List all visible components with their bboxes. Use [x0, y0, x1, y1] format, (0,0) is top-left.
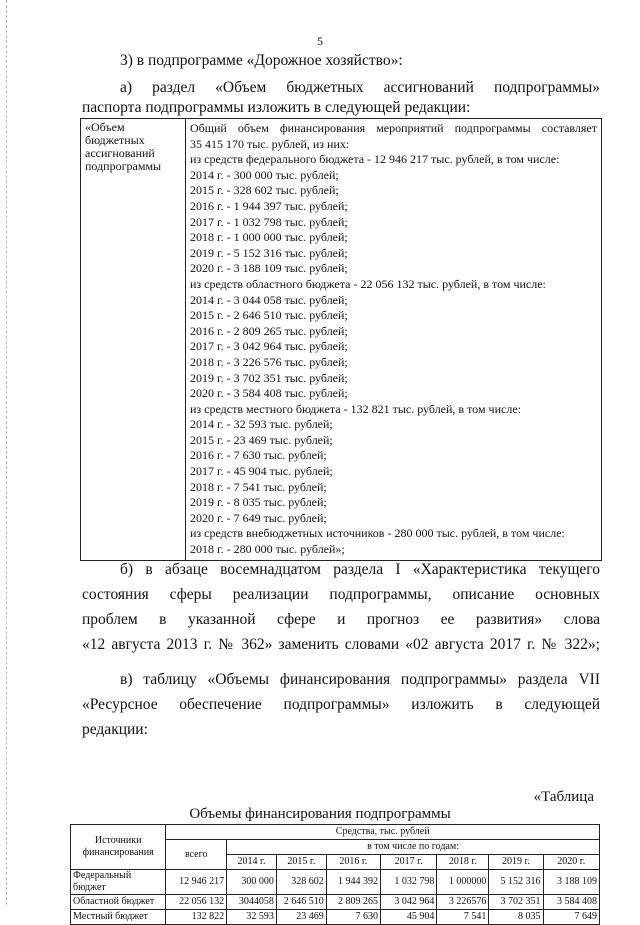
financing-line: 2015 г. - 2 646 510 тыс. рублей; [190, 308, 348, 323]
table-cell: 3 702 351 [489, 895, 543, 910]
header-by-years: в том числе по годам: [227, 840, 600, 855]
financing-line: 2020 г. - 3 584 408 тыс. рублей; [190, 386, 348, 401]
financing-line: 2018 г. - 3 226 576 тыс. рублей; [190, 354, 348, 369]
table-cell: 3 226576 [437, 895, 489, 910]
table-cell: 2 646 510 [276, 895, 326, 910]
header-year: 2014 г. [227, 855, 277, 870]
row-source-name: Федеральный бюджет [71, 870, 166, 895]
financing-line: 2016 г. - 7 630 тыс. рублей; [190, 448, 327, 463]
row-source-name: Местный бюджет [71, 910, 166, 925]
financing-line: 2016 г. - 1 944 397 тыс. рублей; [190, 198, 348, 213]
table-title: Объемы финансирования подпрограммы [189, 806, 451, 822]
financing-line: 35 415 170 тыс. рублей, из них: [190, 136, 350, 151]
header-year: 2015 г. [276, 855, 326, 870]
table-cell: 22 056 132 [166, 895, 227, 910]
table-row [71, 870, 600, 895]
item-v-line-1: в) таблицу «Объемы финансирования подпрограммы» раздела VII [120, 671, 600, 688]
table-cell: 7 649 [543, 910, 599, 925]
table-cell: 7 630 [326, 910, 380, 925]
item-b-line-1: б) в абзаце восемнадцатом раздела I «Характеристика текущего [120, 561, 600, 578]
table-cell: 3044058 [227, 895, 277, 910]
header-total: всего [166, 840, 227, 870]
passport-row [81, 119, 602, 561]
row-source-name: Областной бюджет [71, 895, 166, 910]
table-cell: 3 584 408 [543, 895, 599, 910]
table-cell: 12 946 217 [166, 870, 227, 895]
item-b-line-3: проблем в указанной сфере и прогноз ее развития» слова [82, 611, 600, 628]
header-year: 2017 г. [380, 855, 436, 870]
table-cell: 8 035 [489, 910, 543, 925]
financing-line: 2015 г. - 23 469 тыс. рублей; [190, 432, 333, 447]
item-b-line-2: состояния сферы реализации подпрограммы, описание основных [82, 586, 600, 603]
financing-line: из средств внебюджетных источников - 280 000 тыс. рублей, в том числе: [190, 526, 565, 541]
passport-financing-text [186, 119, 602, 561]
financing-table [70, 824, 600, 925]
financing-line: 2020 г. - 3 188 109 тыс. рублей; [190, 261, 348, 276]
table-label: «Таблица [533, 789, 594, 805]
item-b-line-4: «12 августа 2013 г. № 362» заменить словами «02 августа 2017 г. № 322»; [82, 636, 600, 653]
table-cell: 300 000 [227, 870, 277, 895]
financing-line: 2014 г. - 300 000 тыс. рублей; [190, 167, 339, 182]
item-a-line-1: а) раздел «Объем бюджетных ассигнований подпрограммы» [120, 79, 600, 96]
table-cell: 1 000000 [437, 870, 489, 895]
header-year: 2020 г. [543, 855, 599, 870]
financing-line: 2018 г. - 7 541 тыс. рублей; [190, 479, 327, 494]
item-3-heading: 3) в подпрограмме «Дорожное хозяйство»: [120, 52, 403, 69]
scan-edge-line [6, 0, 7, 905]
financing-line: из средств областного бюджета - 22 056 132 тыс. рублей, в том числе: [190, 276, 546, 291]
header-sources: Источники финансирования [71, 825, 166, 870]
financing-line: 2016 г. - 2 809 265 тыс. рублей; [190, 323, 348, 338]
table-cell: 2 809 265 [326, 895, 380, 910]
financing-line: 2017 г. - 45 904 тыс. рублей; [190, 464, 333, 479]
financing-line: 2017 г. - 3 042 964 тыс. рублей; [190, 339, 348, 354]
page-number: 5 [317, 34, 323, 48]
financing-line: из средств местного бюджета - 132 821 тыс. рублей, в том числе: [190, 401, 521, 416]
table-cell: 5 152 316 [489, 870, 543, 895]
financing-line: 2019 г. - 8 035 тыс. рублей; [190, 495, 327, 510]
table-cell: 328 602 [276, 870, 326, 895]
table-cell: 32 593 [227, 910, 277, 925]
financing-line: 2019 г. - 5 152 316 тыс. рублей; [190, 245, 348, 260]
header-year: 2019 г. [489, 855, 543, 870]
table-cell: 3 042 964 [380, 895, 436, 910]
table-cell: 45 904 [380, 910, 436, 925]
financing-line: Общий объем финансирования мероприятий подпрограммы составляет [190, 121, 597, 135]
passport-left-label: «Объем бюджетных ассигнований подпрограммы [81, 119, 186, 561]
table-header-row [71, 825, 600, 840]
table-cell: 1 032 798 [380, 870, 436, 895]
table-cell: 3 188 109 [543, 870, 599, 895]
item-v-line-3: редакции: [82, 721, 148, 738]
financing-line: 2014 г. - 32 593 тыс. рублей; [190, 417, 333, 432]
header-year: 2016 г. [326, 855, 380, 870]
financing-line: 2017 г. - 1 032 798 тыс. рублей; [190, 214, 348, 229]
item-a-line-2: паспорта подпрограммы изложить в следующей редакции: [82, 99, 471, 116]
financing-line: 2015 г. - 328 602 тыс. рублей; [190, 183, 339, 198]
passport-table [80, 118, 602, 561]
header-means: Средства, тыс. рублей [166, 825, 600, 840]
table-cell: 7 541 [437, 910, 489, 925]
financing-line: 2014 г. - 3 044 058 тыс. рублей; [190, 292, 348, 307]
table-cell: 23 469 [276, 910, 326, 925]
financing-line: 2019 г. - 3 702 351 тыс. рублей; [190, 370, 348, 385]
financing-line: из средств федерального бюджета - 12 946 217 тыс. рублей, в том числе: [190, 152, 560, 167]
item-v-line-2: «Ресурсное обеспечение подпрограммы» изложить в следующей [82, 696, 600, 713]
table-cell: 132 822 [166, 910, 227, 925]
financing-line: 2018 г. - 280 000 тыс. рублей»; [190, 542, 345, 557]
table-cell: 1 944 392 [326, 870, 380, 895]
header-year: 2018 г. [437, 855, 489, 870]
financing-line: 2020 г. - 7 649 тыс. рублей; [190, 510, 327, 525]
table-row [71, 910, 600, 925]
table-row [71, 895, 600, 910]
financing-line: 2018 г. - 1 000 000 тыс. рублей; [190, 230, 348, 245]
